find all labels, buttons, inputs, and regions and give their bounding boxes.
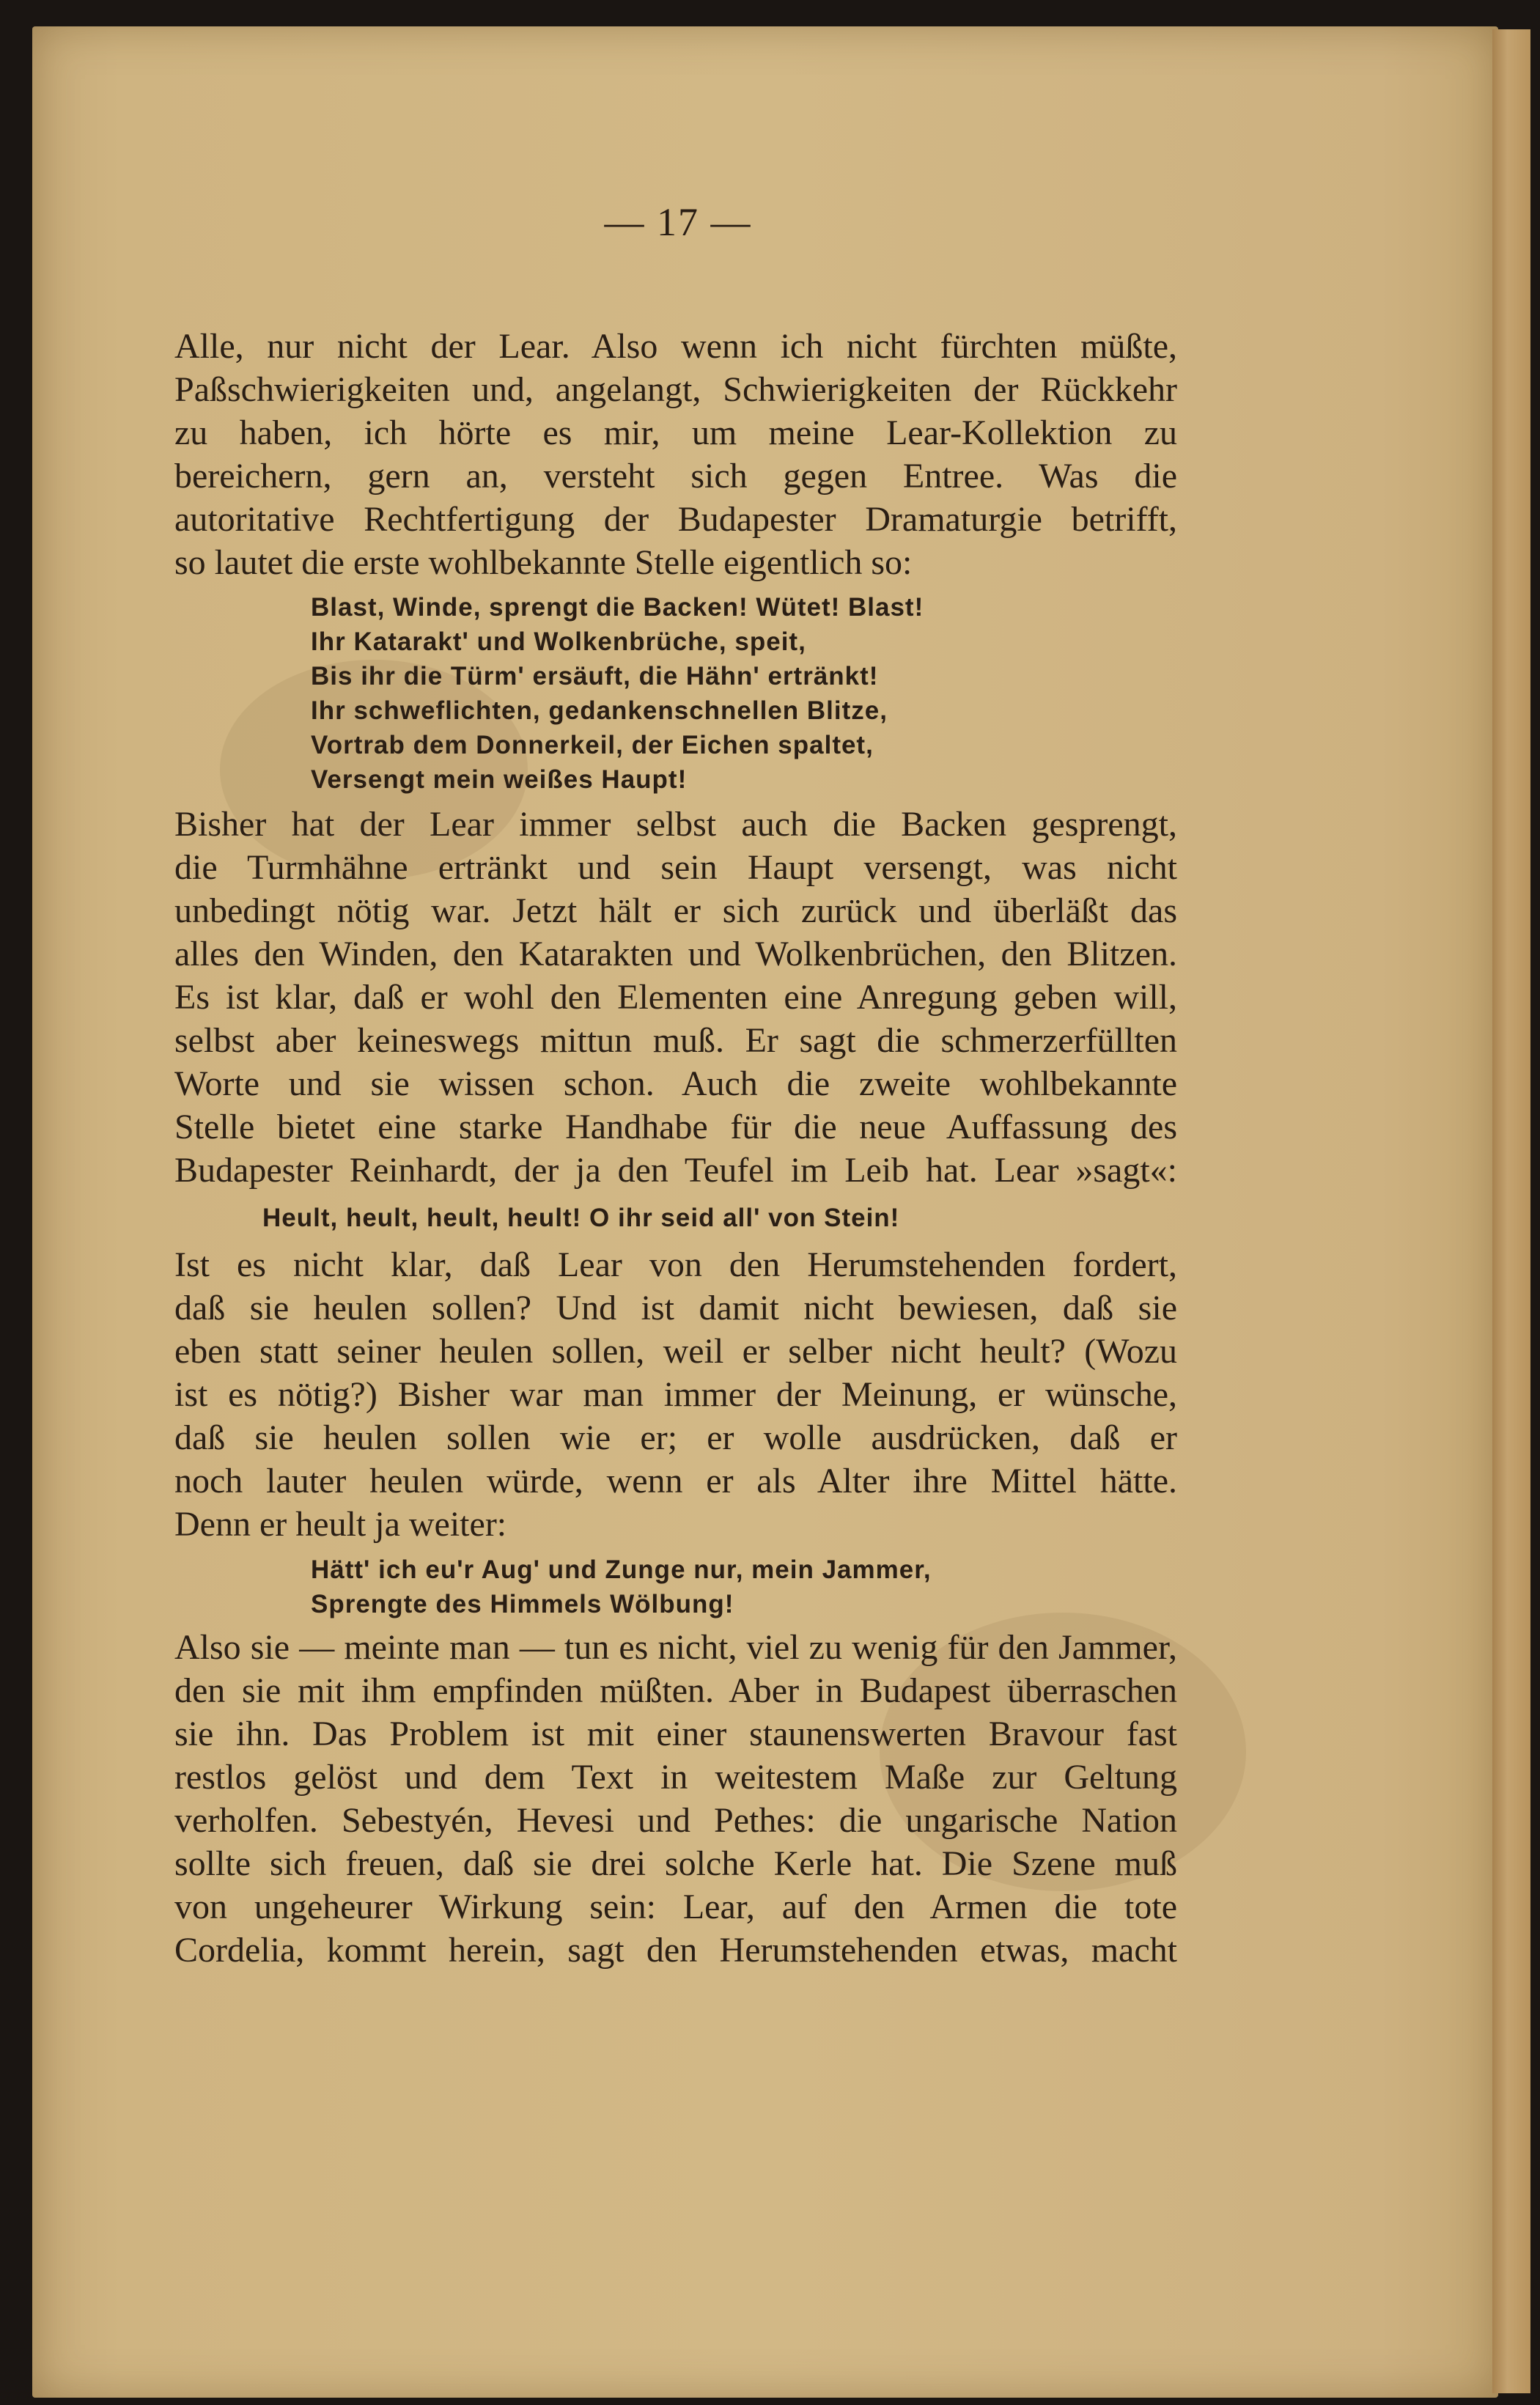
text-line: Alle, nur nicht der Lear. Also wenn ich nicht fürchten müßte, [174, 327, 1177, 366]
verse-line: Vortrab dem Donnerkeil, der Eichen spaltet, [311, 731, 874, 759]
text-line: selbst aber keineswegs mittun muß. Er sagt die schmerzerfüllten [174, 1021, 1177, 1060]
text-line: die Turmhähne ertränkt und sein Haupt versengt, was nicht [174, 848, 1177, 887]
verse-line: Versengt mein weißes Haupt! [311, 765, 688, 794]
text-line: daß sie heulen sollen? Und ist damit nicht bewiesen, daß sie [174, 1289, 1177, 1327]
text-line: ist es nötig?) Bisher war man immer der Meinung, er wünsche, [174, 1375, 1177, 1414]
verse-quote-3 [311, 1553, 932, 1621]
text-line: bereichern, gern an, versteht sich gegen Entree. Was die [174, 457, 1177, 496]
verse-line: Hätt' ich eu'r Aug' und Zunge nur, mein Jammer, [311, 1555, 932, 1584]
text-line: eben statt seiner heulen sollen, weil er selber nicht heult? (Wozu [174, 1332, 1177, 1371]
verse-line: Ihr Katarakt' und Wolkenbrüche, speit, [311, 627, 806, 656]
verse-line: Heult, heult, heult, heult! O ihr seid all' von Stein! [262, 1204, 900, 1232]
verse-line: Sprengte des Himmels Wölbung! [311, 1590, 734, 1618]
text-line: sie ihn. Das Problem ist mit einer staunenswerten Bravour fast [174, 1715, 1177, 1753]
text-line: Also sie — meinte man — tun es nicht, viel zu wenig für den Jammer, [174, 1628, 1177, 1667]
verse-quote-1 [311, 590, 924, 797]
paragraph-2 [174, 803, 1177, 1192]
verse-line: Bis ihr die Türm' ersäuft, die Hähn' ertränkt! [311, 662, 879, 690]
text-line: den sie mit ihm empfinden müßten. Aber in Budapest überraschen [174, 1671, 1177, 1710]
text-line: Budapester Reinhardt, der ja den Teufel im Leib hat. Lear »sagt«: [174, 1151, 1177, 1190]
paragraph-4 [174, 1626, 1177, 1972]
page-number: — 17 — [604, 200, 752, 244]
text-line: Denn er heult ja weiter: [174, 1505, 507, 1544]
text-line: daß sie heulen sollen wie er; er wolle ausdrücken, daß er [174, 1418, 1177, 1457]
text-line: Cordelia, kommt herein, sagt den Herumstehenden etwas, macht [174, 1931, 1177, 1970]
verse-quote-2 [262, 1201, 899, 1235]
text-line: sollte sich freuen, daß sie drei solche Kerle hat. Die Szene muß [174, 1844, 1177, 1883]
verse-line: Blast, Winde, sprengt die Backen! Wütet! Blast! [311, 593, 924, 622]
text-line: zu haben, ich hörte es mir, um meine Lear-Kollektion zu [174, 413, 1177, 452]
text-line: autoritative Rechtfertigung der Budapester Dramaturgie betrifft, [174, 500, 1177, 539]
text-line: verholfen. Sebestyén, Hevesi und Pethes: die ungarische Nation [174, 1801, 1177, 1840]
text-line: Bisher hat der Lear immer selbst auch die Backen gesprengt, [174, 805, 1177, 844]
text-line: Worte und sie wissen schon. Auch die zweite wohlbekannte [174, 1064, 1177, 1103]
text-line: unbedingt nötig war. Jetzt hält er sich zurück und überläßt das [174, 891, 1177, 930]
text-line: Ist es nicht klar, daß Lear von den Herumstehenden fordert, [174, 1245, 1177, 1284]
text-line: von ungeheurer Wirkung sein: Lear, auf den Armen die tote [174, 1887, 1177, 1926]
page-edge [1492, 29, 1530, 2393]
text-line: noch lauter heulen würde, wenn er als Alter ihre Mittel hätte. [174, 1462, 1177, 1500]
text-line: so lautet die erste wohlbekannte Stelle eigentlich so: [174, 543, 913, 582]
verse-line: Ihr schweflichten, gedankenschnellen Blitze, [311, 696, 888, 725]
paragraph-1 [174, 325, 1177, 584]
text-line: Es ist klar, daß er wohl den Elementen eine Anregung geben will, [174, 978, 1177, 1017]
text-line: restlos gelöst und dem Text in weitestem Maße zur Geltung [174, 1758, 1177, 1797]
text-line: Stelle bietet eine starke Handhabe für die neue Auffassung des [174, 1108, 1177, 1146]
text-line: Paßschwierigkeiten und, angelangt, Schwierigkeiten der Rückkehr [174, 370, 1177, 409]
text-line: alles den Winden, den Katarakten und Wolkenbrüchen, den Blitzen. [174, 935, 1177, 973]
paragraph-3 [174, 1243, 1177, 1546]
